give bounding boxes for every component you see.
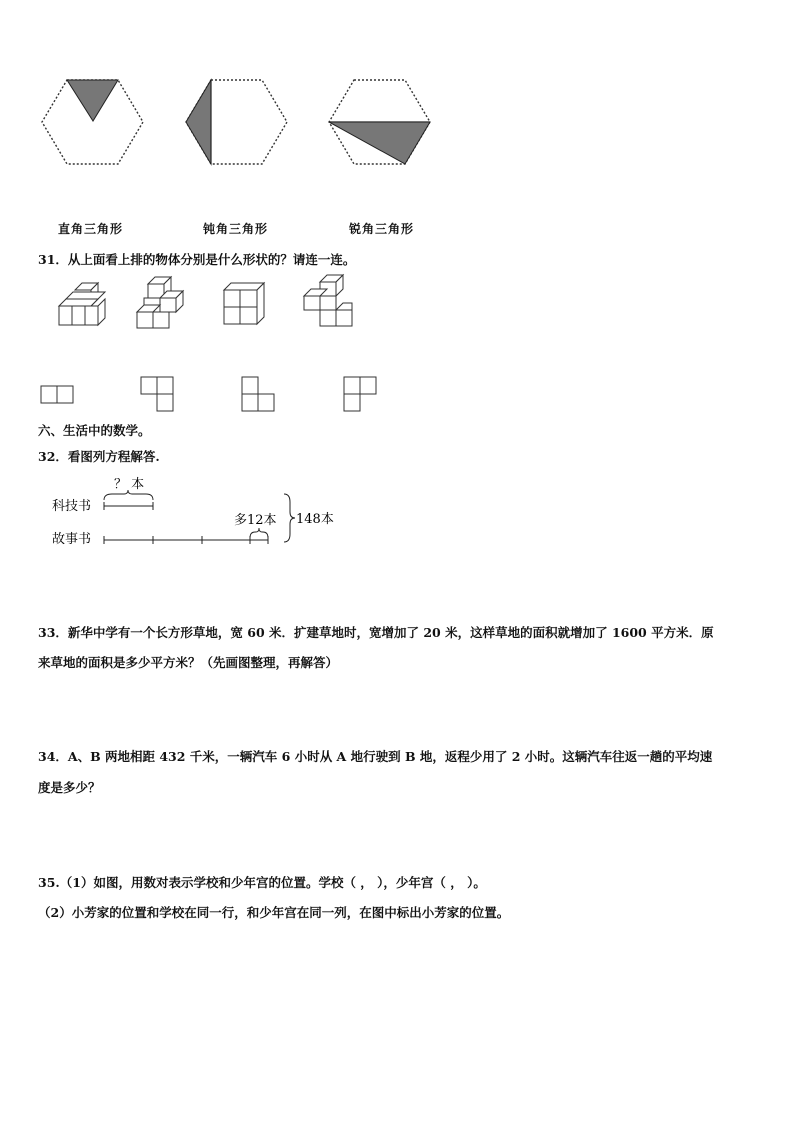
question-31: 31．从上面看上排的物体分别是什么形状的？请连一连。	[38, 252, 356, 267]
caption-obtuse-triangle: 钝角三角形	[203, 222, 269, 236]
cube-object-2	[137, 277, 183, 328]
caption-acute-triangle: 锐角三角形	[349, 222, 415, 236]
hexagon-obtuse-triangle	[186, 80, 287, 164]
hexagon-figures	[0, 0, 794, 240]
question-33-line1: 33．新华中学有一个长方形草地，宽 60 米．扩建草地时，宽增加了 20 米，这样草地的面积就增加了 1600 平方米．原	[38, 625, 714, 640]
cube-object-1	[59, 283, 105, 325]
line-segment-diagram	[0, 470, 400, 550]
hexagon-right-triangle	[42, 80, 143, 164]
question-35-line2: （2）小芳家的位置和学校在同一行，和少年宫在同一列，在图中标出小芳家的位置。	[38, 905, 510, 920]
top-view-1	[41, 386, 73, 403]
more-books-label: 多12本	[234, 513, 277, 528]
label-science-books: 科技书	[52, 499, 92, 514]
top-view-4	[344, 377, 376, 411]
question-34-line1: 34．A、B 两地相距 432 千米，一辆汽车 6 小时从 A 地行驶到 B 地，返程少用了 2 小时。这辆汽车往返一趟的平均速	[38, 749, 713, 764]
question-35-line1: 35.（1）如图，用数对表示学校和少年宫的位置。学校（ ， ），少年宫（ ， ）。	[38, 875, 486, 890]
label-story-books: 故事书	[52, 532, 92, 547]
hexagon-acute-triangle	[329, 80, 430, 164]
top-view-2	[141, 377, 173, 411]
shaded-acute-triangle	[329, 122, 430, 164]
shaded-obtuse-triangle	[186, 80, 211, 164]
cube-objects	[0, 270, 794, 420]
question-32: 32．看图列方程解答.	[38, 449, 160, 464]
total-books-label: 148本	[296, 512, 334, 527]
shaded-right-triangle	[67, 80, 118, 121]
question-34-line2: 度是多少？	[38, 780, 101, 795]
question-33-line2: 来草地的面积是多少平方米？（先画图整理，再解答）	[38, 655, 339, 670]
cube-object-4	[304, 275, 352, 326]
unknown-books-label: ？ 本	[114, 477, 145, 492]
section-6-title: 六、生活中的数学。	[38, 423, 151, 438]
caption-right-triangle: 直角三角形	[58, 222, 124, 236]
top-view-3	[242, 377, 274, 411]
cube-object-3	[224, 283, 264, 324]
